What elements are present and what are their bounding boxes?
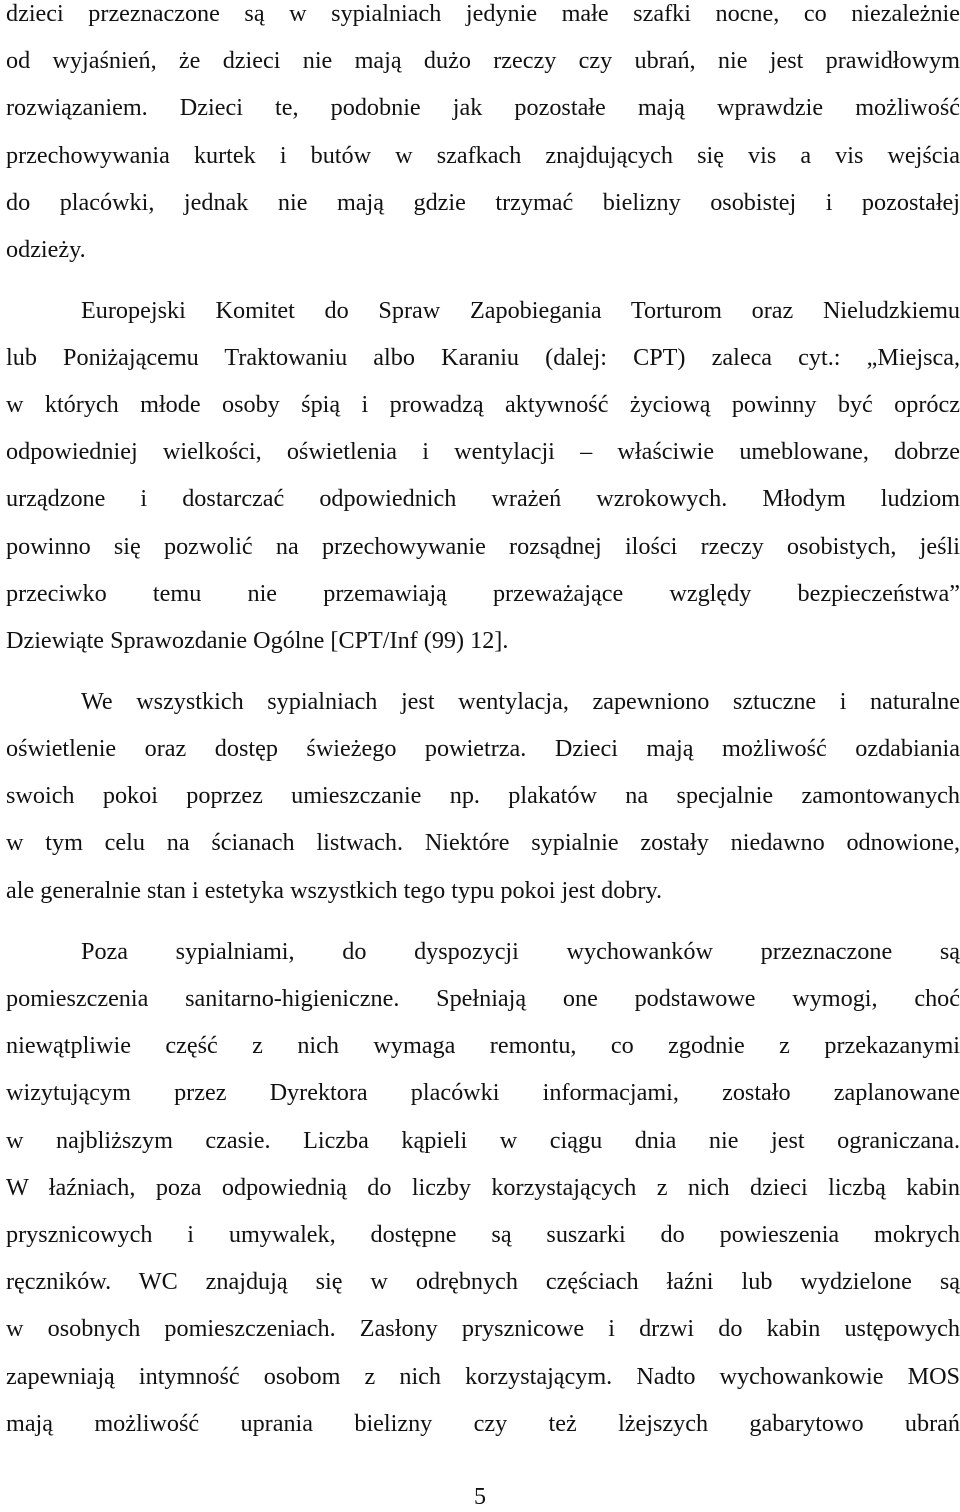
text-line: odzieży. — [6, 236, 86, 263]
text-line: w których młode osoby śpią i prowadzą aktywność życiową powinny być oprócz — [6, 391, 960, 418]
text-line: w osobnych pomieszczeniach. Zasłony prysznicowe i drzwi do kabin ustępowych — [6, 1315, 960, 1342]
text-line: lub Poniżającemu Traktowaniu albo Karaniu (dalej: CPT) zaleca cyt.: „Miejsca, — [6, 344, 960, 371]
text-line: Europejski Komitet do Spraw Zapobiegania Torturom oraz Nieludzkiemu — [81, 297, 960, 324]
page-number: 5 — [474, 1484, 486, 1510]
text-line: oświetlenie oraz dostęp świeżego powietrza. Dzieci mają możliwość ozdabiania — [6, 735, 960, 762]
text-line: w tym celu na ścianach listwach. Niektóre sypialnie zostały niedawno odnowione, — [6, 829, 960, 856]
text-line: w najbliższym czasie. Liczba kąpieli w ciągu dnia nie jest ograniczana. — [6, 1127, 960, 1154]
text-line: mają możliwość uprania bielizny czy też lżejszych gabarytowo ubrań — [6, 1410, 960, 1437]
text-line: W łaźniach, poza odpowiednią do liczby korzystających z nich dzieci liczbą kabin — [6, 1174, 960, 1201]
text-line: Dziewiąte Sprawozdanie Ogólne [CPT/Inf (99) 12]. — [6, 627, 509, 654]
text-line: niewątpliwie część z nich wymaga remontu, co zgodnie z przekazanymi — [6, 1032, 960, 1059]
text-line: dzieci przeznaczone są w sypialniach jedynie małe szafki nocne, co niezależnie — [6, 0, 960, 27]
text-line: urządzone i dostarczać odpowiednich wrażeń wzrokowych. Młodym ludziom — [6, 485, 960, 512]
text-line: wizytującym przez Dyrektora placówki informacjami, zostało zaplanowane — [6, 1079, 960, 1106]
text-line: odpowiedniej wielkości, oświetlenia i wentylacji – właściwie umeblowane, dobrze — [6, 438, 960, 465]
text-line: przechowywania kurtek i butów w szafkach znajdujących się vis a vis wejścia — [6, 142, 960, 169]
text-line: przeciwko temu nie przemawiają przeważające względy bezpieczeństwa” — [6, 580, 960, 607]
text-line: swoich pokoi poprzez umieszczanie np. plakatów na specjalnie zamontowanych — [6, 782, 960, 809]
text-line: zapewniają intymność osobom z nich korzystającym. Nadto wychowankowie MOS — [6, 1363, 960, 1390]
text-line: prysznicowych i umywalek, dostępne są suszarki do powieszenia mokrych — [6, 1221, 960, 1248]
text-line: do placówki, jednak nie mają gdzie trzymać bielizny osobistej i pozostałej — [6, 189, 960, 216]
text-line: od wyjaśnień, że dzieci nie mają dużo rzeczy czy ubrań, nie jest prawidłowym — [6, 47, 960, 74]
text-line: pomieszczenia sanitarno-higieniczne. Spełniają one podstawowe wymogi, choć — [6, 985, 960, 1012]
text-line: rozwiązaniem. Dzieci te, podobnie jak pozostałe mają wprawdzie możliwość — [6, 94, 960, 121]
text-line: We wszystkich sypialniach jest wentylacja, zapewniono sztuczne i naturalne — [81, 688, 960, 715]
text-line: ale generalnie stan i estetyka wszystkich tego typu pokoi jest dobry. — [6, 877, 663, 904]
text-line: ręczników. WC znajdują się w odrębnych częściach łaźni lub wydzielone są — [6, 1268, 960, 1295]
text-line: powinno się pozwolić na przechowywanie rozsądnej ilości rzeczy osobistych, jeśli — [6, 533, 960, 560]
text-line: Poza sypialniami, do dyspozycji wychowanków przeznaczone są — [81, 938, 960, 965]
